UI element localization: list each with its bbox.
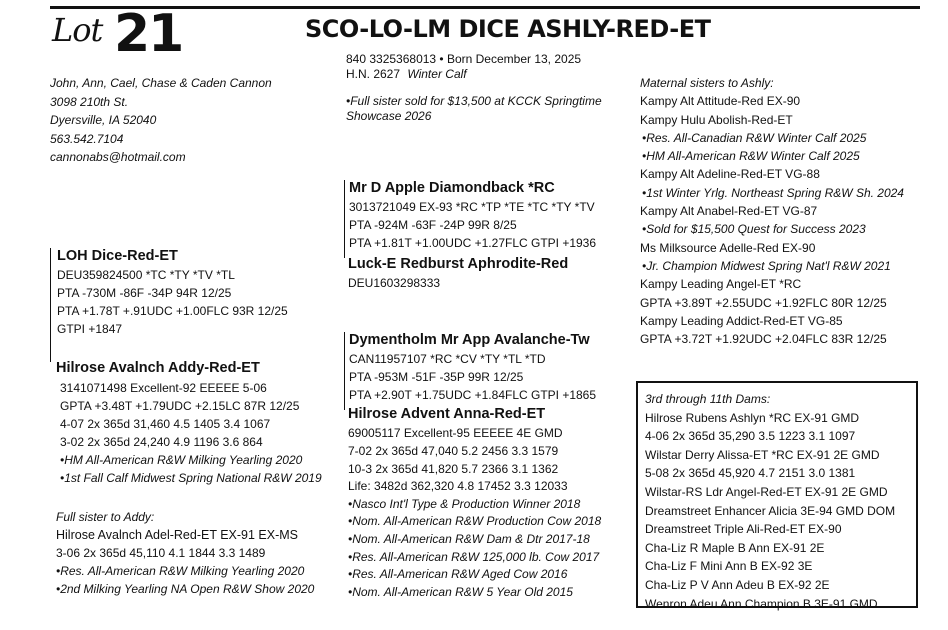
- sire-sire-line: DEU359824500 *TC *TY *TV *TL: [57, 268, 235, 283]
- sire-line: PTA -924M -63F -24P 99R 8/25: [349, 218, 517, 233]
- sire-sire-line: GTPI +1847: [57, 322, 123, 337]
- maternal-honor: •Res. All-Canadian R&W Winter Calf 2025: [642, 130, 867, 145]
- granddam-honor: •Nasco Int'l Type & Production Winner 2018: [348, 496, 581, 511]
- note-line: •Full sister sold for $13,500 at KCCK Springtime: [346, 94, 602, 108]
- sire-line: PTA +1.81T +1.00UDC +1.27FLC GTPI +1936: [349, 236, 597, 251]
- dam-line: 3-02 2x 365d 24,240 4.9 1196 3.6 864: [60, 435, 263, 450]
- granddam-line: 10-3 2x 365d 41,820 5.7 2366 3.1 1362: [348, 461, 559, 476]
- sire-line: 3013721049 EX-93 *RC *TP *TE *TC *TY *TV: [349, 200, 595, 215]
- dams-list: [645, 409, 916, 614]
- dam-sire-block: [344, 332, 596, 410]
- maternal-honor: •Jr. Champion Midwest Spring Nat'l R&W 2021: [642, 258, 891, 273]
- dams-box-heading: 3rd through 11th Dams:: [645, 392, 771, 406]
- ancestor-dam-line: Wilstar-RS Ldr Angel-Red-ET EX-91 2E GMD: [645, 484, 888, 499]
- consignor-street: 3098 210th St.: [50, 94, 129, 109]
- sire-sire-block: [50, 248, 288, 362]
- ancestor-dam-line: 4-06 2x 365d 35,290 3.5 1223 3.1 1097: [645, 429, 856, 444]
- maternal-sister-line: Kampy Leading Angel-ET *RC: [640, 277, 802, 292]
- dam-details: [56, 379, 322, 487]
- maternal-honor: •HM All-American R&W Winter Calf 2025: [642, 149, 860, 164]
- granddam-block: [348, 406, 601, 601]
- consignor-phone: 563.542.7104: [50, 131, 124, 146]
- herd-number: H.N. 2627: [346, 67, 401, 81]
- granddam-details: [348, 425, 601, 601]
- granddam-line: 69005117 Excellent-95 EEEEE 4E GMD: [348, 426, 563, 441]
- dam-line: 3141071498 Excellent-92 EEEEE 5-06: [60, 381, 267, 396]
- addy-sister-heading: Full sister to Addy:: [56, 510, 155, 524]
- granddam-line: 7-02 2x 365d 47,040 5.2 2456 3.3 1579: [348, 443, 559, 458]
- maternal-heading: Maternal sisters to Ashly:: [640, 76, 774, 90]
- maternal-sister-line: GPTA +3.89T +2.55UDC +1.92FLC 80R 12/25: [640, 295, 887, 310]
- granddam-honor: •Res. All-American R&W 125,000 lb. Cow 2017: [348, 549, 600, 564]
- ancestor-dam-line: Cha-Liz F Mini Ann B EX-92 3E: [645, 559, 813, 574]
- granddam-honor: •Nom. All-American R&W Dam & Dtr 2017-18: [348, 531, 590, 546]
- sire-block: [344, 180, 596, 258]
- maternal-sisters-block: [640, 74, 904, 348]
- dam-honor: •HM All-American R&W Milking Yearling 2020: [60, 453, 303, 468]
- ancestor-dam-line: Wenron Adeu Ann Champion B 3E-91 GMD: [645, 596, 878, 611]
- ancestor-dam-line: Wilstar Derry Alissa-ET *RC EX-91 2E GMD: [645, 447, 880, 462]
- sire-name: Mr D Apple Diamondback *RC: [349, 180, 555, 196]
- addy-sister-record: 3-06 2x 365d 45,110 4.1 1844 3.3 1489: [56, 546, 266, 560]
- lot-number: 21: [114, 4, 183, 64]
- dam-sire-line: CAN11957107 *RC *CV *TY *TL *TD: [349, 352, 546, 367]
- dam-sire-line: PTA +2.90T +1.75UDC +1.84FLC GTPI +1865: [349, 388, 597, 403]
- granddam-honor: •Res. All-American R&W Aged Cow 2016: [348, 567, 568, 582]
- consignor-block: [50, 74, 272, 167]
- sire-dam-line: DEU1603298333: [348, 276, 441, 291]
- sire-sire-line: PTA -730M -86F -34P 94R 12/25: [57, 286, 232, 301]
- ancestor-dam-line: Cha-Liz P V Ann Adeu B EX-92 2E: [645, 577, 830, 592]
- maternal-list: [640, 92, 904, 348]
- hn-line: [346, 67, 602, 82]
- animal-title: SCO-LO-LM DICE ASHLY-RED-ET: [305, 15, 711, 43]
- dam-line: GPTA +3.48T +1.79UDC +2.15LC 87R 12/25: [60, 399, 300, 414]
- lot-label: Lot: [52, 11, 103, 49]
- sire-dam-block: [348, 256, 568, 291]
- ancestor-dam-line: 5-08 2x 365d 45,920 4.7 2151 3.0 1381: [645, 466, 856, 481]
- ancestor-dam-line: Dreamstreet Enhancer Alicia 3E-94 GMD DOM: [645, 503, 896, 518]
- maternal-sister-line: GPTA +3.72T +1.92UDC +2.04FLC 83R 12/25: [640, 332, 887, 347]
- animal-details: [346, 52, 602, 124]
- ancestor-dam-line: Cha-Liz R Maple B Ann EX-91 2E: [645, 540, 825, 555]
- sire-dam-name: Luck-E Redburst Aphrodite-Red: [348, 256, 569, 272]
- animal-class: Winter Calf: [407, 67, 467, 81]
- dam-block: [56, 360, 322, 487]
- maternal-sister-line: Kampy Alt Adeline-Red-ET VG-88: [640, 167, 820, 182]
- maternal-sister-line: Kampy Leading Addict-Red-ET VG-85: [640, 313, 843, 328]
- ancestor-dam-line: Dreamstreet Triple Ali-Red-ET EX-90: [645, 522, 842, 537]
- maternal-sister-line: Kampy Alt Anabel-Red-ET VG-87: [640, 204, 818, 219]
- dam-line: 4-07 2x 365d 31,460 4.5 1405 3.4 1067: [60, 417, 271, 432]
- granddam-name: Hilrose Advent Anna-Red-ET: [348, 406, 546, 422]
- consignor-city: Dyersville, IA 52040: [50, 113, 157, 127]
- ancestor-dam-line: Hilrose Rubens Ashlyn *RC EX-91 GMD: [645, 410, 860, 425]
- maternal-sister-line: Kampy Alt Attitude-Red EX-90: [640, 94, 801, 109]
- dam-honor: •1st Fall Calf Midwest Spring National R&W 2019: [60, 471, 322, 486]
- animal-note: [346, 94, 602, 124]
- dams-box-inner: [638, 383, 916, 613]
- maternal-sister-line: Kampy Hulu Abolish-Red-ET: [640, 112, 793, 127]
- registration-line: 840 3325368013 • Born December 13, 2025: [346, 52, 582, 66]
- dam-sire-name: Dymentholm Mr App Avalanche-Tw: [349, 332, 590, 348]
- maternal-sister-line: Ms Milksource Adelle-Red EX-90: [640, 240, 816, 255]
- granddam-honor: •Nom. All-American R&W 5 Year Old 2015: [348, 584, 573, 599]
- consignor-email[interactable]: cannonabs@hotmail.com: [50, 150, 186, 164]
- consignor-names: John, Ann, Cael, Chase & Caden Cannon: [50, 76, 272, 90]
- granddam-line: Life: 3482d 362,320 4.8 17452 3.3 12033: [348, 479, 568, 494]
- addy-sister-block: [56, 508, 314, 598]
- granddam-honor: •Nom. All-American R&W Production Cow 2018: [348, 514, 602, 529]
- addy-sister-honor: •2nd Milking Yearling NA Open R&W Show 2020: [56, 582, 315, 596]
- dams-box: [636, 381, 918, 611]
- dam-sire-line: PTA -953M -51F -35P 99R 12/25: [349, 370, 524, 385]
- addy-sister-honor: •Res. All-American R&W Milking Yearling 2020: [56, 564, 305, 578]
- maternal-honor: •Sold for $15,500 Quest for Success 2023: [642, 222, 866, 237]
- dam-name: Hilrose Avalnch Addy-Red-ET: [56, 360, 260, 376]
- note-line: Showcase 2026: [346, 109, 432, 123]
- sire-sire-line: PTA +1.78T +.91UDC +1.00FLC 93R 12/25: [57, 304, 288, 319]
- sire-sire-name: LOH Dice-Red-ET: [57, 248, 178, 264]
- maternal-honor: •1st Winter Yrlg. Northeast Spring R&W Sh. 2024: [642, 185, 904, 200]
- addy-sister-name: Hilrose Avalnch Adel-Red-ET EX-91 EX-MS: [56, 528, 299, 542]
